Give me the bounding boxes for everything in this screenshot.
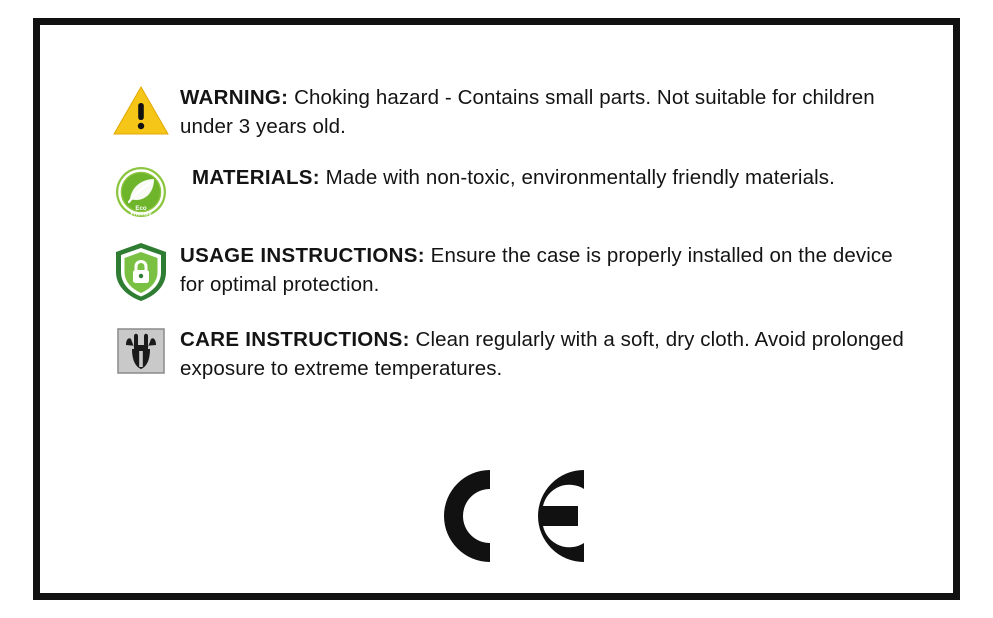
- label-row-usage: [102, 241, 922, 303]
- label-row-care: [102, 325, 922, 383]
- shield-protection-icon: [102, 241, 180, 303]
- svg-text:Friendly: Friendly: [130, 211, 152, 218]
- ce-mark-icon: [402, 457, 592, 575]
- usage-text: [180, 241, 922, 299]
- ce-mark-container: [40, 457, 953, 575]
- label-rows: [102, 83, 922, 405]
- materials-text: [180, 163, 922, 192]
- care-body: Clean regularly with a soft, dry cloth. Avoid prolonged exposure to extreme temperatures.: [180, 328, 904, 381]
- handle-with-care-icon: [102, 325, 180, 375]
- label-row-materials: [102, 163, 922, 219]
- care-text: [180, 325, 922, 383]
- warning-body: Choking hazard - Contains small parts. Not suitable for children under 3 years old.: [180, 86, 875, 139]
- warning-triangle-icon: [102, 83, 180, 137]
- warning-text: [180, 83, 922, 141]
- svg-text:Eco: Eco: [135, 205, 147, 213]
- care-lead: CARE INSTRUCTIONS:: [180, 328, 410, 352]
- safety-label-card: [33, 18, 960, 600]
- warning-lead: WARNING:: [180, 86, 289, 109]
- eco-friendly-leaf-icon: [102, 163, 180, 219]
- materials-lead: MATERIALS:: [192, 166, 320, 190]
- label-row-warning: [102, 83, 922, 141]
- materials-body: Made with non-toxic, environmentally friendly materials.: [319, 166, 835, 190]
- usage-body: Ensure the case is properly installed on the device for optimal protection.: [180, 244, 893, 297]
- usage-lead: USAGE INSTRUCTIONS:: [180, 244, 425, 268]
